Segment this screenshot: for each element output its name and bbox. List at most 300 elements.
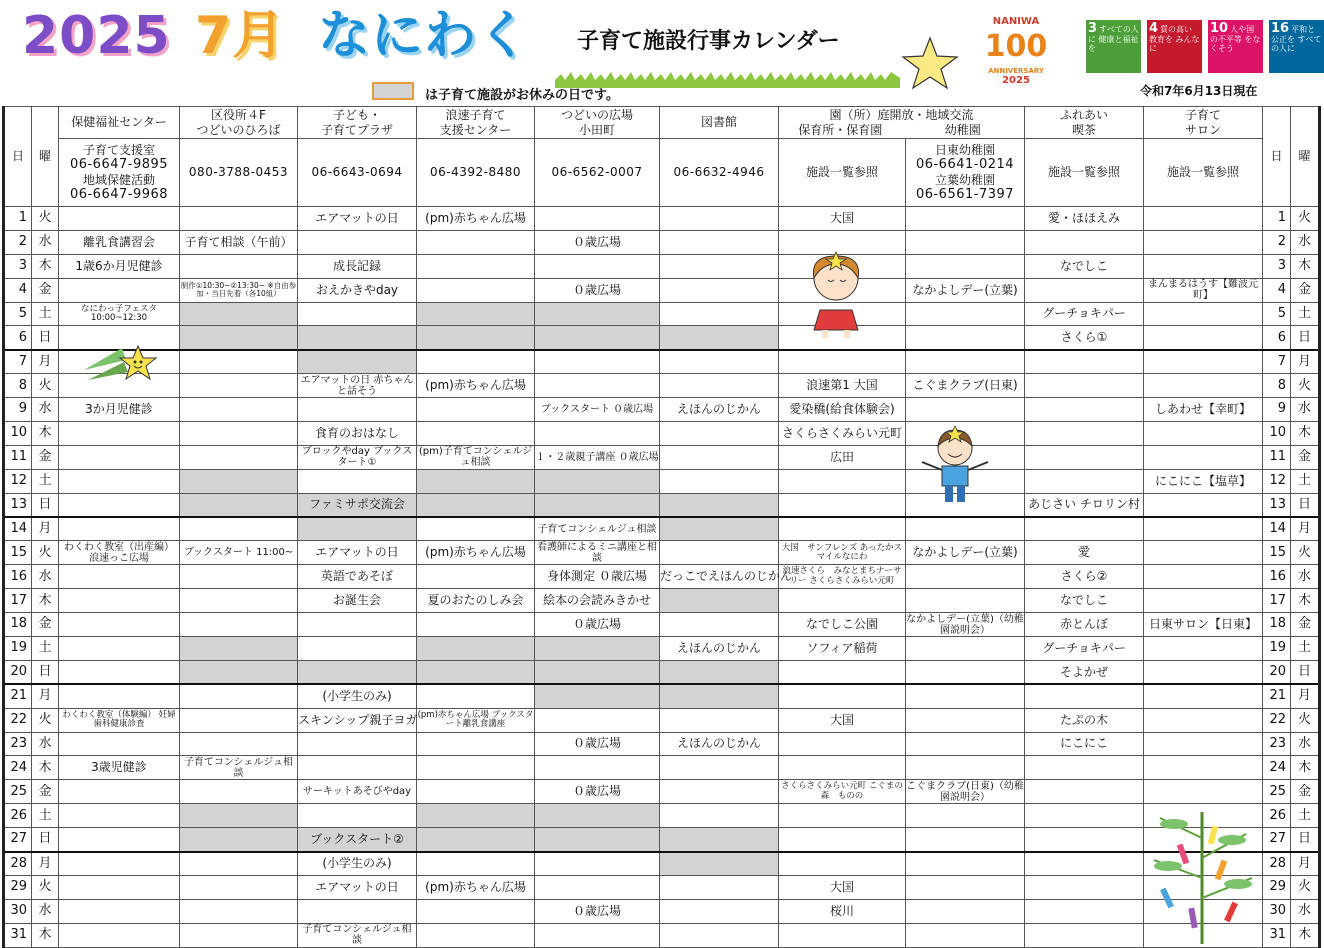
day-number: 14	[4, 517, 32, 541]
day-number-right: 18	[1263, 613, 1291, 637]
cell-hoken	[59, 637, 180, 661]
cell-yochien: なかよしデー(立葉)	[906, 278, 1025, 302]
cell-kuyakusho	[180, 852, 298, 876]
cell-kuyakusho	[180, 469, 298, 493]
cell-yochien	[906, 660, 1025, 684]
legend-text: は子育て施設がお休みの日です。	[425, 88, 619, 103]
table-row	[4, 445, 1320, 469]
cell-naniwa	[417, 899, 535, 923]
weekday-right: 月	[1291, 517, 1320, 541]
weekday: 金	[32, 780, 59, 804]
weekday: 日	[32, 326, 59, 350]
cell-kuyakusho: 制作①10:30~②13:30~ ※自由参加・当日先着（各10組）	[180, 278, 298, 302]
cell-tsudoi	[535, 708, 660, 732]
weekday: 月	[32, 517, 59, 541]
day-number: 10	[4, 422, 32, 446]
cell-naniwa	[417, 923, 535, 947]
cell-hoikusho: 大国	[779, 207, 906, 231]
weekday-right: 水	[1291, 398, 1320, 422]
tsudoi-name-2: 小田町	[578, 122, 615, 137]
cell-hoikusho: 愛染橋(給食体験会)	[779, 398, 906, 422]
cell-tosho	[660, 708, 779, 732]
cell-kuyakusho	[180, 684, 298, 708]
table-row	[4, 493, 1320, 517]
cell-yochien	[906, 565, 1025, 589]
day-number: 22	[4, 708, 32, 732]
weekday-right: 日	[1291, 493, 1320, 517]
cell-yochien	[906, 445, 1025, 469]
cell-naniwa	[417, 422, 535, 446]
cell-kuyakusho	[180, 708, 298, 732]
logo-top-text: NANIWA	[992, 16, 1040, 27]
cell-fureai	[1025, 804, 1144, 828]
hoikusho-name: 保育所・保育園	[798, 122, 883, 137]
cell-fureai	[1025, 899, 1144, 923]
cell-hoikusho: 桜川	[779, 899, 906, 923]
cell-naniwa	[417, 780, 535, 804]
weekday-right: 金	[1291, 278, 1320, 302]
cell-tsudoi: ０歳広場	[535, 732, 660, 756]
cell-hoken: わくわく教室（体験編） 妊婦歯科健康診査	[59, 708, 180, 732]
cell-fureai: あじさい チロリン村	[1025, 493, 1144, 517]
cell-tosho	[660, 852, 779, 876]
weekday-right: 火	[1291, 875, 1320, 899]
cell-hoikusho	[779, 469, 906, 493]
cell-hoikusho: ソフィア稲荷	[779, 637, 906, 661]
weekday: 金	[32, 613, 59, 637]
cell-hoken	[59, 613, 180, 637]
cell-tosho	[660, 899, 779, 923]
cell-tosho	[660, 923, 779, 947]
cell-tsudoi	[535, 684, 660, 708]
sdg-label: 質の高い教育を みんなに	[1149, 25, 1200, 54]
day-number: 28	[4, 852, 32, 876]
day-number: 7	[4, 350, 32, 374]
cell-hoken	[59, 684, 180, 708]
weekday: 水	[32, 899, 59, 923]
weekday-right: 金	[1291, 780, 1320, 804]
cell-hoken: 1歳6か月児健診	[59, 254, 180, 278]
cell-naniwa	[417, 637, 535, 661]
cell-fureai: なでしこ	[1025, 254, 1144, 278]
weekday: 木	[32, 923, 59, 947]
star-decoration-icon	[900, 36, 960, 90]
cell-kodomo: ブロックやday ブックスタート①	[298, 445, 417, 469]
table-row	[4, 613, 1320, 637]
yochien-a-name: 日東幼稚園	[935, 143, 996, 158]
cell-yochien	[906, 326, 1025, 350]
cell-fureai: 赤とんぼ	[1025, 613, 1144, 637]
cell-salon	[1144, 326, 1263, 350]
cell-hoikusho	[779, 350, 906, 374]
cell-kodomo: おえかきやday	[298, 278, 417, 302]
cell-yochien	[906, 732, 1025, 756]
cell-yochien	[906, 493, 1025, 517]
cell-salon	[1144, 350, 1263, 374]
cell-tsudoi: ０歳広場	[535, 230, 660, 254]
weekday: 金	[32, 445, 59, 469]
cell-kuyakusho	[180, 565, 298, 589]
cell-yochien	[906, 517, 1025, 541]
cell-fureai	[1025, 445, 1144, 469]
cell-salon	[1144, 804, 1263, 828]
cell-kodomo: 食育のおはなし	[298, 422, 417, 446]
cell-kuyakusho	[180, 374, 298, 398]
tsudoi-name-1: つどいの広場	[560, 107, 633, 122]
cell-kodomo: エアマットの日	[298, 207, 417, 231]
cell-tosho	[660, 230, 779, 254]
cell-yochien	[906, 469, 1025, 493]
cell-kodomo	[298, 398, 417, 422]
weekday: 水	[32, 398, 59, 422]
header-kuyakusho	[180, 107, 298, 139]
hoikusho-ref: 施設一覧参照	[779, 139, 906, 207]
cell-hoken	[59, 469, 180, 493]
cell-yochien	[906, 804, 1025, 828]
day-number: 30	[4, 899, 32, 923]
cell-hoikusho	[779, 326, 906, 350]
table-row	[4, 254, 1320, 278]
cell-kodomo	[298, 899, 417, 923]
cell-hoken	[59, 899, 180, 923]
cell-kuyakusho	[180, 350, 298, 374]
day-number: 20	[4, 660, 32, 684]
weekday: 木	[32, 254, 59, 278]
cell-hoken: 3歳児健診	[59, 756, 180, 780]
sdg-number: 10	[1210, 21, 1229, 36]
sdg-3-icon	[1086, 20, 1141, 73]
cell-naniwa	[417, 804, 535, 828]
weekday-right: 水	[1291, 565, 1320, 589]
table-row	[4, 756, 1320, 780]
header-weekday: 曜	[32, 107, 59, 207]
day-number: 31	[4, 923, 32, 947]
cell-yochien: こぐまクラブ(日東)（幼稚園説明会）	[906, 780, 1024, 803]
cell-yochien: なかよしデー(立葉)（幼稚園説明会）	[906, 613, 1024, 636]
cell-tsudoi	[535, 875, 660, 899]
table-row	[4, 637, 1320, 661]
cell-kuyakusho: 子育て相談（午前）	[180, 230, 298, 254]
cell-salon	[1144, 422, 1263, 446]
cell-salon: まんまるはうす【難波元町】	[1144, 278, 1263, 302]
cell-kodomo	[298, 517, 417, 541]
weekday: 火	[32, 541, 59, 565]
fureai-name-1: ふれあい	[1060, 107, 1109, 122]
cell-hoken	[59, 589, 180, 613]
weekday: 土	[32, 804, 59, 828]
cell-hoikusho	[779, 589, 906, 613]
fureai-name-2: 喫茶	[1072, 122, 1097, 137]
table-row	[4, 660, 1320, 684]
subtitle: 子育て施設行事カレンダー	[577, 29, 840, 54]
weekday-right: 木	[1291, 422, 1320, 446]
weekday: 土	[32, 469, 59, 493]
cell-yochien	[906, 589, 1025, 613]
cell-tosho	[660, 469, 779, 493]
cell-hoken	[59, 828, 180, 852]
cell-kodomo: (小学生のみ)	[298, 852, 417, 876]
cell-fureai: たぷの木	[1025, 708, 1144, 732]
cell-kodomo	[298, 732, 417, 756]
day-number-right: 5	[1263, 302, 1291, 326]
cell-salon	[1144, 445, 1263, 469]
table-row	[4, 398, 1320, 422]
day-number-right: 17	[1263, 589, 1291, 613]
day-number: 25	[4, 780, 32, 804]
event-calendar-table	[2, 106, 1321, 948]
cell-hoikusho	[779, 756, 906, 780]
logo-year-text: 2025	[1002, 75, 1030, 86]
cell-fureai	[1025, 278, 1144, 302]
cell-naniwa	[417, 302, 535, 326]
cell-kodomo	[298, 804, 417, 828]
cell-tosho	[660, 875, 779, 899]
naniwa-name-1: 浪速子育て	[445, 107, 506, 122]
cell-salon	[1144, 899, 1263, 923]
day-number: 3	[4, 254, 32, 278]
cell-tsudoi: ０歳広場	[535, 780, 660, 804]
cell-kuyakusho	[180, 493, 298, 517]
cell-hoikusho: 大国	[779, 708, 906, 732]
day-number: 26	[4, 804, 32, 828]
cell-naniwa	[417, 756, 535, 780]
cell-salon	[1144, 828, 1263, 852]
header-day: 日	[4, 107, 32, 207]
cell-salon	[1144, 708, 1263, 732]
cell-tosho	[660, 684, 779, 708]
cell-salon	[1144, 565, 1263, 589]
cell-fureai: 愛・ほほえみ	[1025, 207, 1144, 231]
weekday: 木	[32, 422, 59, 446]
cell-yochien	[906, 899, 1025, 923]
cell-kodomo: 子育てコンシェルジュ相談	[298, 923, 417, 947]
cell-fureai	[1025, 469, 1144, 493]
cell-hoikusho: 大国 サンフレンズ あったかスマイルなにわ	[779, 541, 906, 565]
cell-hoken: わくわく教室（出産編） 浪速っこ広場	[59, 541, 180, 565]
cell-fureai: グーチョキパー	[1025, 302, 1144, 326]
weekday-right: 土	[1291, 804, 1320, 828]
cell-tosho	[660, 780, 779, 804]
hoken-contacts	[59, 139, 180, 207]
header-fureai	[1025, 107, 1144, 139]
as-of-date: 令和7年6月13日現在	[1140, 84, 1258, 98]
cell-tosho	[660, 493, 779, 517]
cell-tsudoi	[535, 302, 660, 326]
day-number: 6	[4, 326, 32, 350]
cell-tsudoi	[535, 254, 660, 278]
table-row	[4, 684, 1320, 708]
cell-fureai	[1025, 923, 1144, 947]
cell-fureai: さくら①	[1025, 326, 1144, 350]
cell-tosho	[660, 302, 779, 326]
weekday: 火	[32, 875, 59, 899]
day-number-right: 15	[1263, 541, 1291, 565]
cell-tosho: えほんのじかん	[660, 732, 779, 756]
kodomo-name-1: 子ども・	[332, 107, 381, 122]
cell-kuyakusho	[180, 732, 298, 756]
cell-hoikusho	[779, 493, 906, 517]
table-row	[4, 469, 1320, 493]
weekday: 日	[32, 493, 59, 517]
tsudoi-tel: 06-6562-0007	[535, 139, 660, 207]
cell-salon	[1144, 660, 1263, 684]
cell-tsudoi	[535, 350, 660, 374]
day-number-right: 7	[1263, 350, 1291, 374]
cell-salon: しあわせ【幸町】	[1144, 398, 1263, 422]
day-number-right: 27	[1263, 828, 1291, 852]
day-number-right: 2	[1263, 230, 1291, 254]
cell-kuyakusho	[180, 254, 298, 278]
cell-kodomo: エアマットの日	[298, 875, 417, 899]
weekday: 木	[32, 756, 59, 780]
weekday: 水	[32, 565, 59, 589]
day-number-right: 1	[1263, 207, 1291, 231]
sdg-number: 3	[1088, 21, 1098, 36]
cell-hoikusho: 大国	[779, 875, 906, 899]
cell-fureai	[1025, 398, 1144, 422]
sdg-number: 4	[1149, 21, 1159, 36]
table-row	[4, 350, 1320, 374]
cell-tsudoi	[535, 756, 660, 780]
cell-kuyakusho	[180, 517, 298, 541]
cell-yochien	[906, 254, 1025, 278]
table-row	[4, 852, 1320, 876]
cell-yochien	[906, 852, 1025, 876]
table-row	[4, 517, 1320, 541]
cell-salon	[1144, 923, 1263, 947]
cell-hoikusho	[779, 254, 906, 278]
yochien-name: 幼稚園	[944, 122, 981, 137]
logo-anniversary-text: ANNIVERSARY	[988, 67, 1044, 75]
cell-salon	[1144, 756, 1263, 780]
cell-naniwa	[417, 828, 535, 852]
cell-naniwa	[417, 517, 535, 541]
day-number-right: 12	[1263, 469, 1291, 493]
cell-tosho	[660, 613, 779, 637]
cell-tsudoi	[535, 469, 660, 493]
tosho-name: 図書館	[700, 115, 737, 129]
cell-naniwa	[417, 684, 535, 708]
cell-kuyakusho	[180, 804, 298, 828]
sdg-4-icon	[1147, 20, 1202, 73]
cell-hoken	[59, 374, 180, 398]
cell-tosho	[660, 804, 779, 828]
table-row	[4, 732, 1320, 756]
cell-kodomo	[298, 350, 417, 374]
cell-kodomo: ファミサポ交流会	[298, 493, 417, 517]
cell-hoikusho	[779, 517, 906, 541]
cell-fureai	[1025, 875, 1144, 899]
kuyakusho-name-1: 区役所４F	[211, 107, 266, 122]
day-number-right: 26	[1263, 804, 1291, 828]
weekday-right: 金	[1291, 445, 1320, 469]
cell-fureai	[1025, 374, 1144, 398]
cell-hoikusho	[779, 660, 906, 684]
cell-tsudoi	[535, 207, 660, 231]
cell-kodomo: お誕生会	[298, 589, 417, 613]
cell-tsudoi	[535, 637, 660, 661]
cell-hoken: 3か月児健診	[59, 398, 180, 422]
cell-tosho	[660, 326, 779, 350]
cell-fureai	[1025, 756, 1144, 780]
cell-fureai: にこにこ	[1025, 732, 1144, 756]
weekday-right: 木	[1291, 254, 1320, 278]
cell-tosho	[660, 254, 779, 278]
cell-yochien: こぐまクラブ(日東)	[906, 374, 1025, 398]
sdg-label: 人や国の不平等 をなくそう	[1210, 25, 1261, 54]
weekday-right: 金	[1291, 613, 1320, 637]
table-row	[4, 230, 1320, 254]
table-row	[4, 422, 1320, 446]
cell-naniwa: (pm)赤ちゃん広場	[417, 207, 535, 231]
cell-salon	[1144, 637, 1263, 661]
cell-kuyakusho	[180, 875, 298, 899]
weekday-right: 日	[1291, 326, 1320, 350]
cell-tsudoi: 身体測定 ０歳広場	[535, 565, 660, 589]
day-number-right: 6	[1263, 326, 1291, 350]
cell-kodomo: 英語であそぼ	[298, 565, 417, 589]
cell-tosho	[660, 278, 779, 302]
cell-salon	[1144, 684, 1263, 708]
cell-tosho: だっこでえほんのじかん	[660, 565, 779, 589]
cell-salon	[1144, 875, 1263, 899]
cell-hoikusho	[779, 684, 906, 708]
cell-tsudoi	[535, 804, 660, 828]
cell-fureai: 愛	[1025, 541, 1144, 565]
cell-tosho	[660, 445, 779, 469]
weekday: 火	[32, 374, 59, 398]
cell-naniwa	[417, 254, 535, 278]
calendar-header	[0, 0, 1320, 104]
cell-yochien	[906, 422, 1025, 446]
cell-kodomo	[298, 660, 417, 684]
table-row	[4, 899, 1320, 923]
hoken-b-tel: 06-6647-9968	[69, 186, 169, 202]
cell-kuyakusho: ブックスタート 11:00~	[180, 541, 298, 565]
day-number-right: 11	[1263, 445, 1291, 469]
day-number: 16	[4, 565, 32, 589]
cell-naniwa	[417, 469, 535, 493]
cell-naniwa	[417, 565, 535, 589]
cell-tsudoi	[535, 422, 660, 446]
cell-tsudoi	[535, 660, 660, 684]
cell-salon	[1144, 780, 1263, 804]
header-salon	[1144, 107, 1263, 139]
cell-kuyakusho	[180, 326, 298, 350]
cell-naniwa	[417, 660, 535, 684]
cell-salon	[1144, 852, 1263, 876]
cell-tsudoi	[535, 828, 660, 852]
hoken-a-tel: 06-6647-9895	[69, 157, 169, 173]
weekday-right: 火	[1291, 374, 1320, 398]
weekday: 金	[32, 278, 59, 302]
naniwa-100-logo	[978, 16, 1054, 86]
header-day-right: 日	[1263, 107, 1291, 207]
day-number-right: 10	[1263, 422, 1291, 446]
subtitle-banner	[555, 24, 900, 66]
sdg-16-icon	[1269, 20, 1324, 73]
day-number-right: 8	[1263, 374, 1291, 398]
cell-hoikusho: 広田	[779, 445, 906, 469]
cell-fureai	[1025, 230, 1144, 254]
day-number-right: 16	[1263, 565, 1291, 589]
cell-kuyakusho	[180, 660, 298, 684]
cell-kodomo: スキンシップ親子ヨガ	[298, 708, 417, 732]
header-naniwa	[417, 107, 535, 139]
cell-tosho	[660, 207, 779, 231]
table-row	[4, 589, 1320, 613]
weekday-right: 木	[1291, 756, 1320, 780]
